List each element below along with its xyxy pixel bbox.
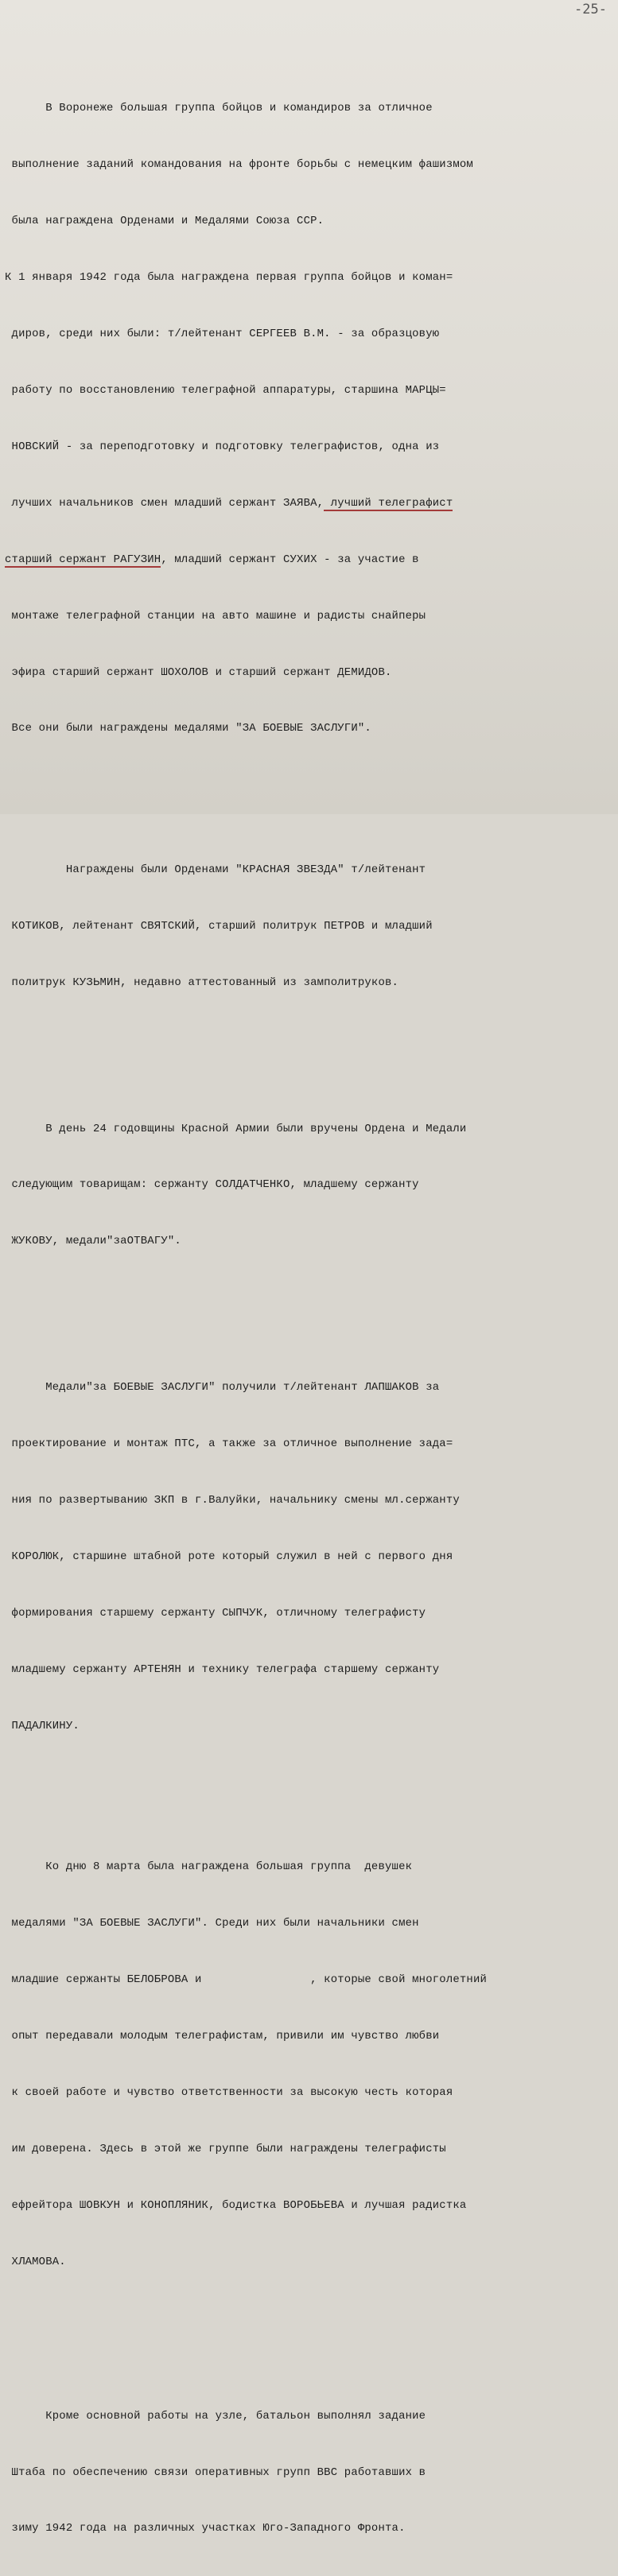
paragraph-gap: [5, 1049, 614, 1064]
text-line: медалями "ЗА БОЕВЫЕ ЗАСЛУГИ". Среди них были начальники смен: [5, 1917, 419, 1930]
text-line: формирования старшему сержанту СЫПЧУК, отличному телеграфисту: [5, 1606, 426, 1620]
page-number: -25-: [574, 2, 607, 17]
text-line: зиму 1942 года на различных участках Юго-Западного Фронта.: [5, 2522, 406, 2535]
underlined-text: старший сержант РАГУЗИН: [5, 553, 161, 566]
document-body: [5, 43, 614, 2576]
text-line: политрук КУЗЬМИН, недавно аттестованный из замполитруков.: [5, 976, 399, 989]
text-line: работу по восстановлению телеграфной аппаратуры, старшина МАРЦЫ=: [5, 383, 446, 397]
paragraph-gap: [5, 795, 614, 805]
text-line: опыт передавали молодым телеграфистам, привили им чувство любви: [5, 2030, 440, 2043]
text-line: эфира старший сержант ШОХОЛОВ и старший сержант ДЕМИДОВ.: [5, 665, 392, 679]
text-line: следующим товарищам: сержанту СОЛДАТЧЕНКО, младшему сержанту: [5, 1178, 419, 1192]
text-line: КОТИКОВ, лейтенант СВЯТСКИЙ, старший политрук ПЕТРОВ и младший: [5, 919, 433, 933]
text-line: к своей работе и чувство ответственности за высокую честь которая: [5, 2086, 453, 2100]
text-line: ХЛАМОВА.: [5, 2255, 66, 2268]
text-line: Штаба по обеспечению связи оперативных групп ВВС работавших в: [5, 2465, 426, 2479]
text-line: В день 24 годовщины Красной Армии были вручены Ордена и Медали: [5, 1122, 467, 1135]
text-line: НОВСКИЙ - за переподготовку и подготовку телеграфистов, одна из: [5, 440, 440, 453]
text-line: Награждены были Орденами "КРАСНАЯ ЗВЕЗДА" т/лейтенант: [5, 863, 426, 877]
text-segment: , младший сержант СУХИХ - за участие в: [161, 553, 419, 566]
text-line: ЖУКОВУ, медали"заОТВАГУ".: [5, 1235, 181, 1248]
text-line: Кроме основной работы на узле, батальон выполнял задание: [5, 2409, 426, 2423]
paragraph-gap: [5, 1308, 614, 1322]
text-line: К 1 января 1942 года была награждена первая группа бойцов и коман=: [5, 270, 453, 284]
text-line: ефрейтора ШОВКУН и КОНОПЛЯНИК, бодистка ВОРОБЬЕВА и лучшая радистка: [5, 2199, 467, 2213]
text-line: [5, 551, 614, 570]
text-line: выполнение заданий командования на фронте борьбы с немецким фашизмом: [5, 157, 473, 171]
text-line: ПАДАЛКИНУ.: [5, 1719, 80, 1732]
text-segment: лучших начальников смен младший сержант ЗАЯВА,: [5, 496, 325, 510]
text-line: младшие сержанты БЕЛОБРОВА и , которые свой многолетний: [5, 1973, 488, 1987]
text-line: Медали"за БОЕВЫЕ ЗАСЛУГИ" получили т/лейтенант ЛАПШАКОВ за: [5, 1381, 440, 1394]
text-line: была награждена Орденами и Медалями Союза ССР.: [5, 214, 325, 227]
text-line: младшему сержанту АРТЕНЯН и технику телеграфа старшему сержанту: [5, 1662, 440, 1676]
text-line: [5, 495, 614, 514]
paragraph-gap: [5, 1792, 614, 1802]
text-line: В Воронеже большая группа бойцов и командиров за отличное: [5, 101, 433, 114]
text-line: им доверена. Здесь в этой же группе были награждены телеграфисты: [5, 2143, 446, 2156]
underlined-text: лучший телеграфист: [324, 496, 453, 510]
text-line: КОРОЛЮК, старшине штабной роте который служил в ней с первого дня: [5, 1550, 453, 1563]
paragraph-gap: [5, 2329, 614, 2351]
text-line: диров, среди них были: т/лейтенант СЕРГЕЕВ В.М. - за образцовую: [5, 327, 440, 340]
text-line: Все они были награждены медалями "ЗА БОЕВЫЕ ЗАСЛУГИ".: [5, 722, 371, 735]
text-line: проектирование и монтаж ПТС, а также за отличное выполнение зада=: [5, 1437, 453, 1450]
text-line: монтаже телеграфной станции на авто машине и радисты снайперы: [5, 609, 426, 623]
text-line: ния по развертыванию ЗКП в г.Валуйки, начальнику смены мл.сержанту: [5, 1493, 460, 1507]
text-line: Ко дню 8 марта была награждена большая группа девушек: [5, 1860, 413, 1874]
